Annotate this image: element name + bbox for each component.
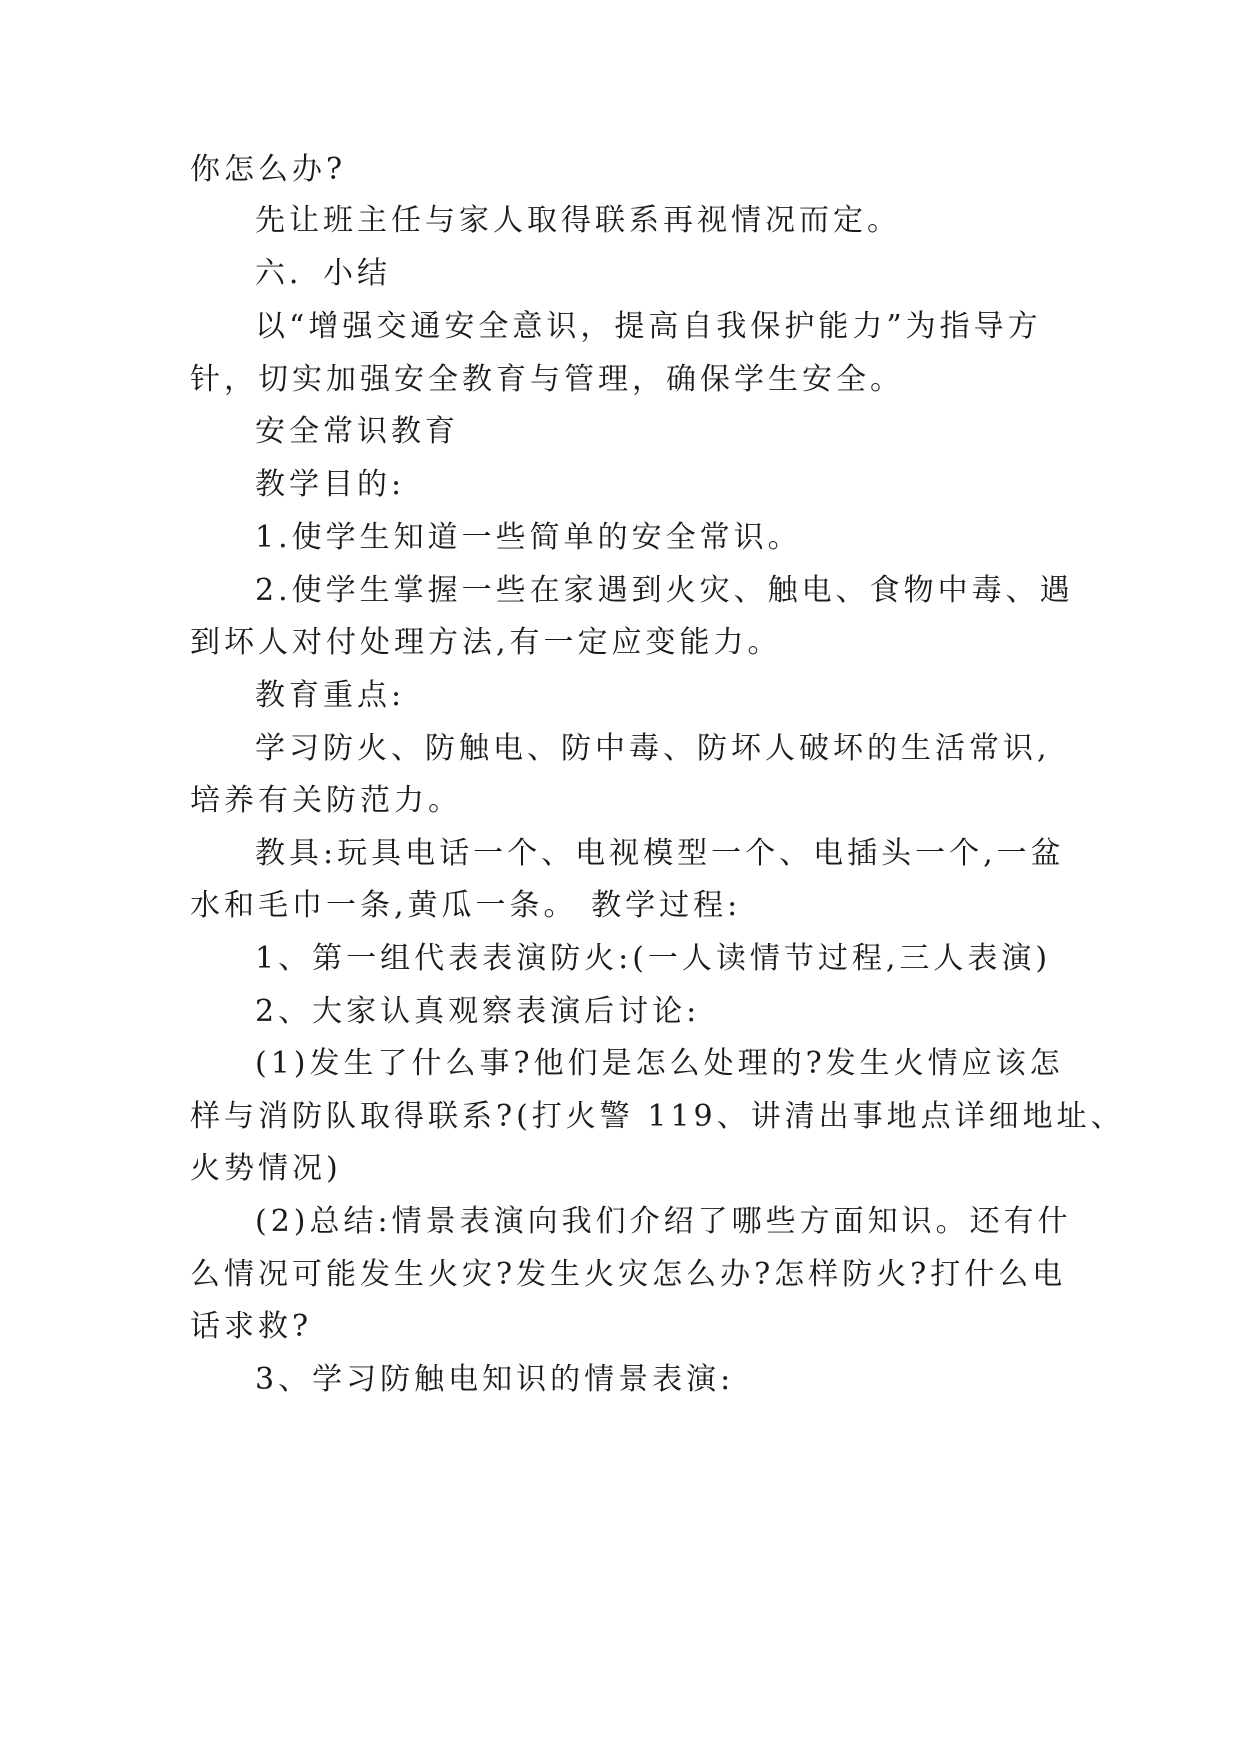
text-line: 学习防火、防触电、防中毒、防坏人破坏的生活常识, [255,731,1051,766]
list-item: (1)发生了什么事?他们是怎么处理的?发生火情应该怎 [255,1046,1064,1081]
text-line: 先让班主任与家人取得联系再视情况而定。 [255,203,901,238]
text-line: 样与消防队取得联系?(打火警 119、讲清出事地点详细地址、 [190,1099,1125,1134]
list-item: 3、学习防触电知识的情景表演: [255,1362,735,1397]
list-item: 2、大家认真观察表演后讨论: [255,994,701,1029]
text-line: 以“增强交通安全意识，提高自我保护能力”为指导方 [255,309,1042,344]
text-line: 教学目的: [255,467,406,502]
text-line: 到坏人对付处理方法,有一定应变能力。 [190,625,782,660]
text-line: 么情况可能发生火灾?发生火灾怎么办?怎样防火?打什么电 [190,1257,1067,1292]
text-line: 话求救? [190,1309,313,1344]
text-line: 你怎么办? [190,152,347,187]
text-line: 教育重点: [255,678,406,713]
text-line: 火势情况) [190,1151,342,1186]
section-heading: 安全常识教育 [255,414,459,449]
list-item: 1、第一组代表表演防火:(一人读情节过程,三人表演) [255,941,1052,976]
list-item: (2)总结:情景表演向我们介绍了哪些方面知识。还有什 [255,1204,1072,1239]
text-line: 水和毛巾一条,黄瓜一条。 教学过程: [190,888,742,923]
list-item: 1.使学生知道一些简单的安全常识。 [255,520,802,555]
text-line: 培养有关防范力。 [190,783,462,818]
list-item: 2.使学生掌握一些在家遇到火灾、触电、食物中毒、遇 [255,573,1074,608]
text-line: 教具:玩具电话一个、电视模型一个、电插头一个,一盆 [255,836,1065,871]
text-line: 针，切实加强安全教育与管理，确保学生安全。 [190,362,904,397]
section-heading: 六．小结 [255,256,391,291]
